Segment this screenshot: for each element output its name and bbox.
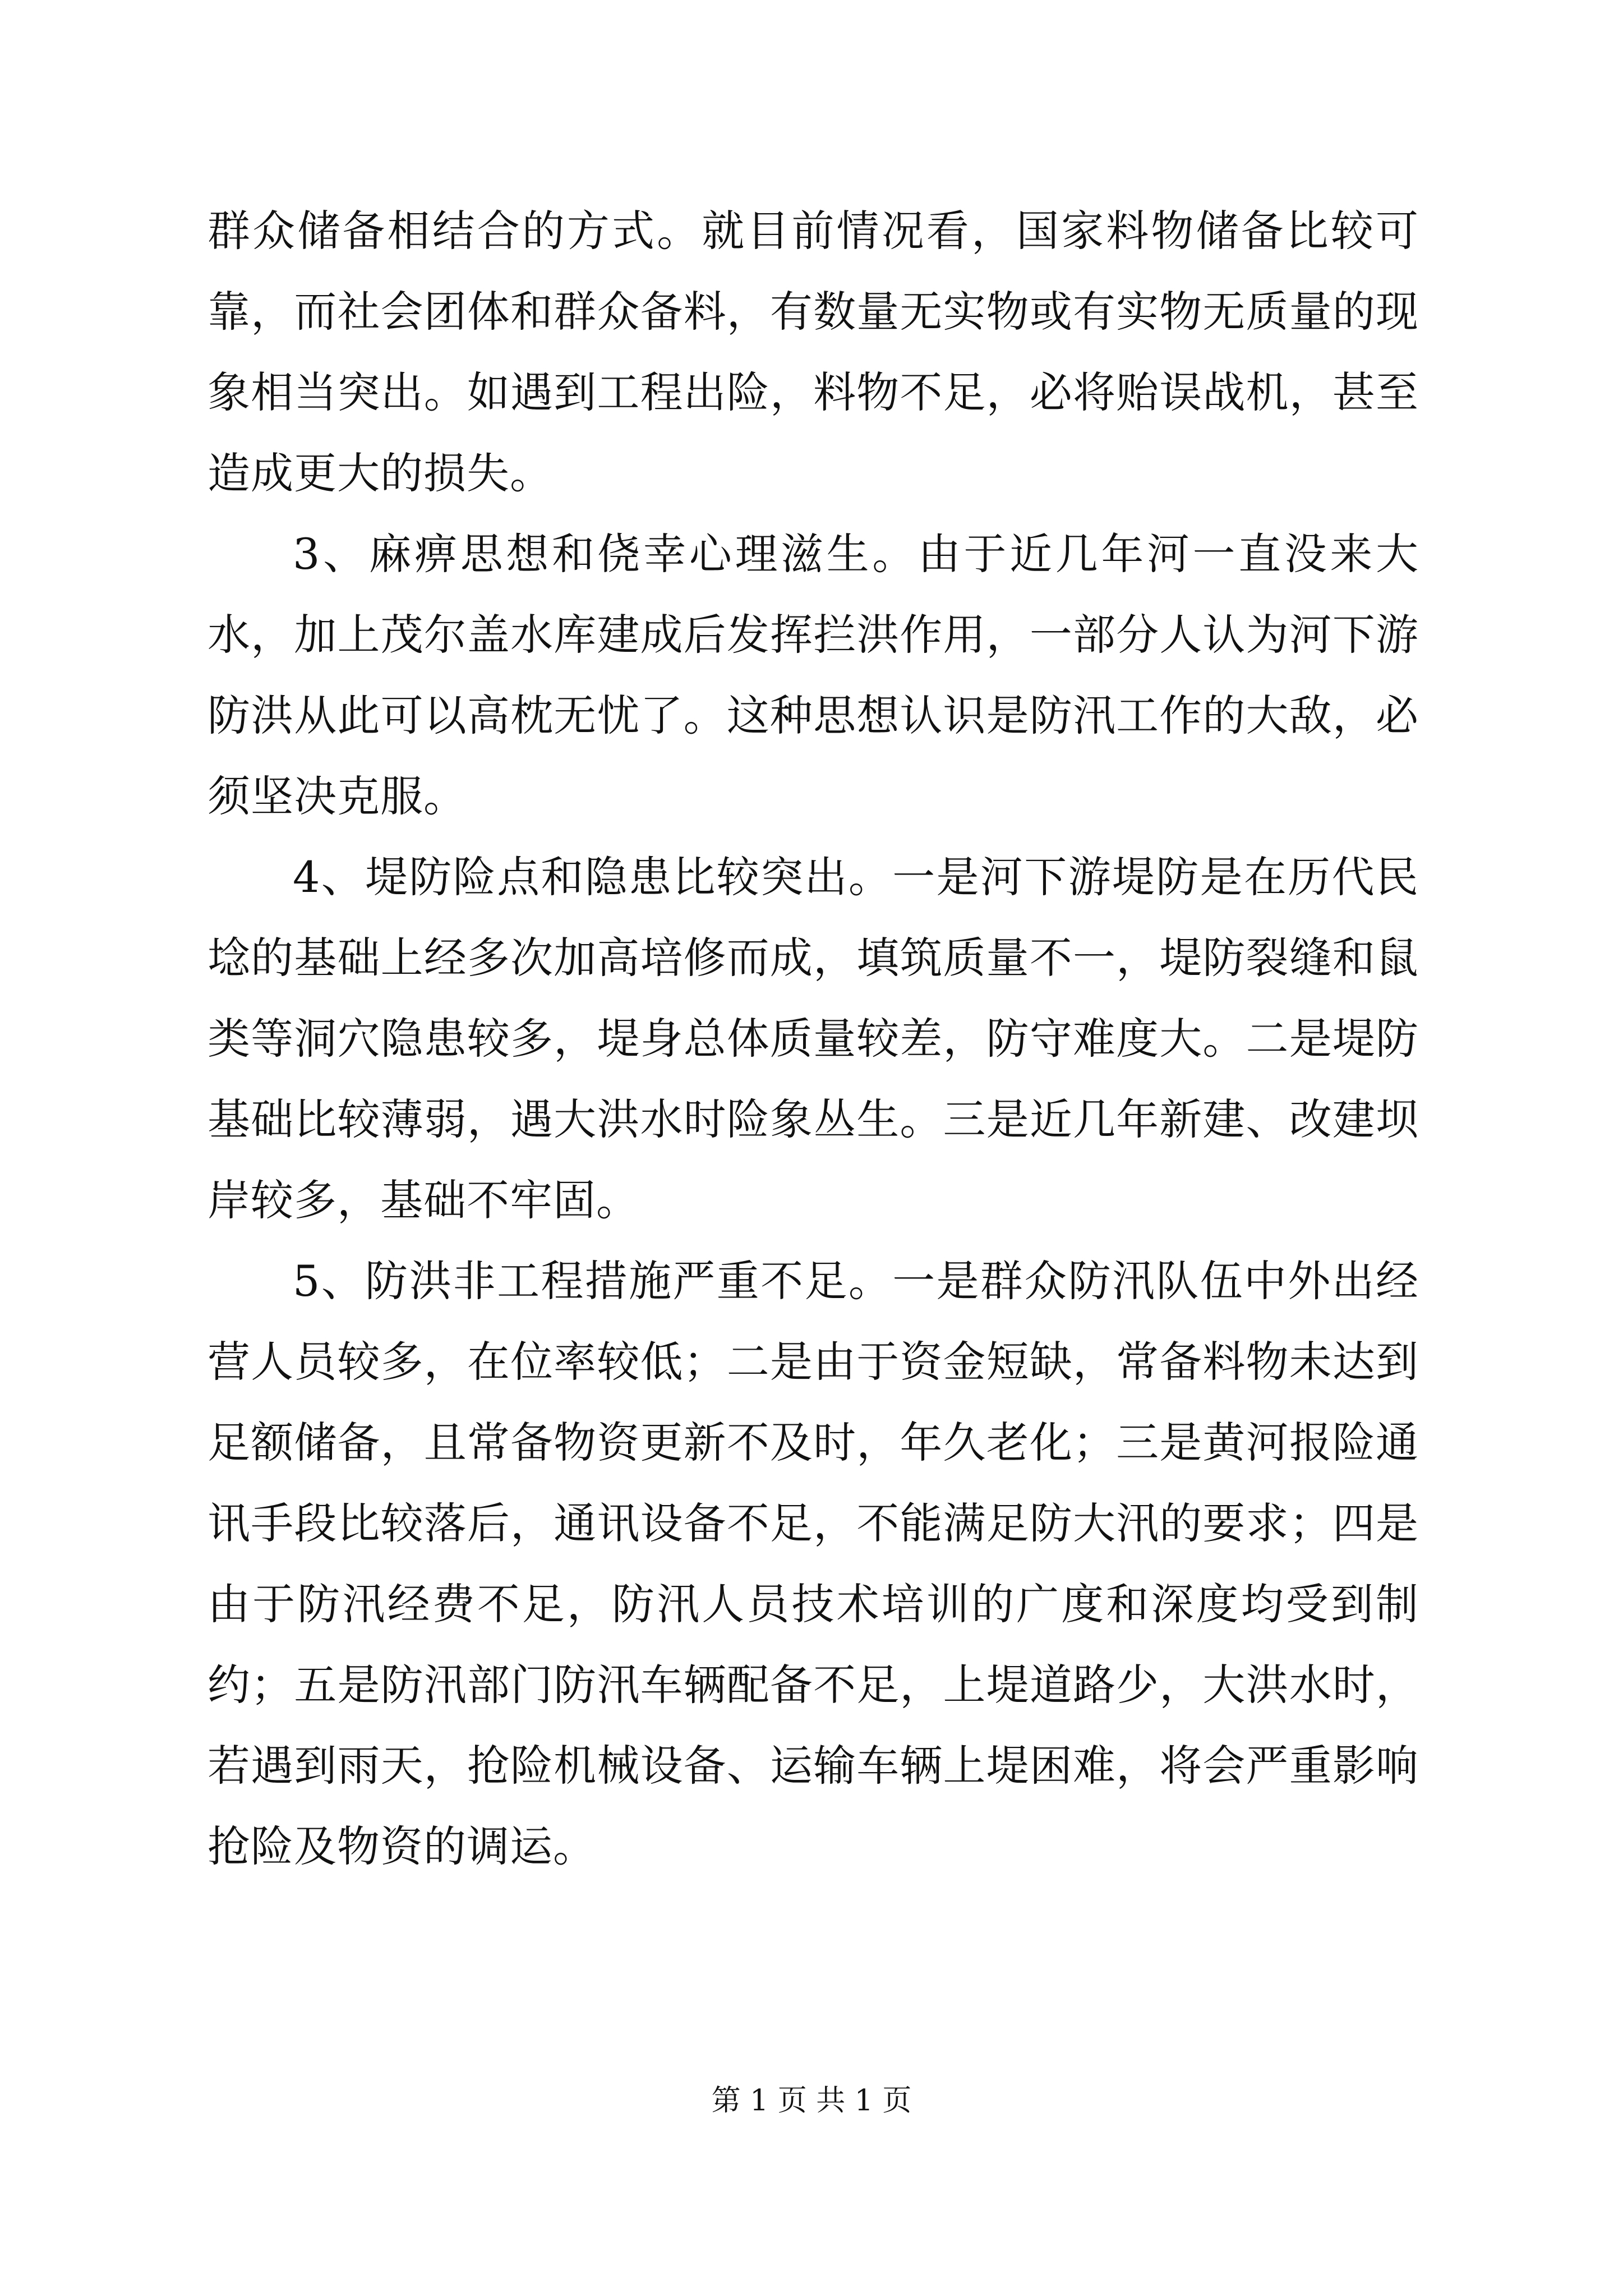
paragraph-continuation: 群众储备相结合的方式。就目前情况看，国家料物储备比较可靠，而社会团体和群众备料，有数量无实物或有实物无质量的现象相当突出。如遇到工程出险，料物不足，必将贻误战机，甚至造成更大的损失。 bbox=[208, 206, 1419, 498]
document-body bbox=[208, 191, 1419, 1887]
paragraph-item-4: 4、堤防险点和隐患比较突出。一是河下游堤防是在历代民埝的基础上经多次加高培修而成，填筑质量不一，堤防裂缝和鼠类等洞穴隐患较多，堤身总体质量较差，防守难度大。二是堤防基础比较薄弱，遇大洪水时险象丛生。三是近几年新建、改建坝岸较多，基础不牢固。 bbox=[208, 852, 1419, 1225]
paragraph-item-5: 5、防洪非工程措施严重不足。一是群众防汛队伍中外出经营人员较多，在位率较低；二是由于资金短缺，常备料物未达到足额储备，且常备物资更新不及时，年久老化；三是黄河报险通讯手段比较落后，通讯设备不足，不能满足防大汛的要求；四是由于防汛经费不足，防汛人员技术培训的广度和深度均受到制约；五是防汛部门防汛车辆配备不足，上堤道路少，大洪水时，若遇到雨天，抢险机械设备、运输车辆上堤困难，将会严重影响抢险及物资的调运。 bbox=[208, 1256, 1419, 1871]
paragraph-item-3: 3、麻痹思想和侥幸心理滋生。由于近几年河一直没来大水，加上茂尔盖水库建成后发挥拦洪作用，一部分人认为河下游防洪从此可以高枕无忧了。这种思想认识是防汛工作的大敌，必须坚决克服。 bbox=[208, 529, 1419, 821]
page-footer: 第 1 页 共 1 页 bbox=[711, 2084, 912, 2118]
